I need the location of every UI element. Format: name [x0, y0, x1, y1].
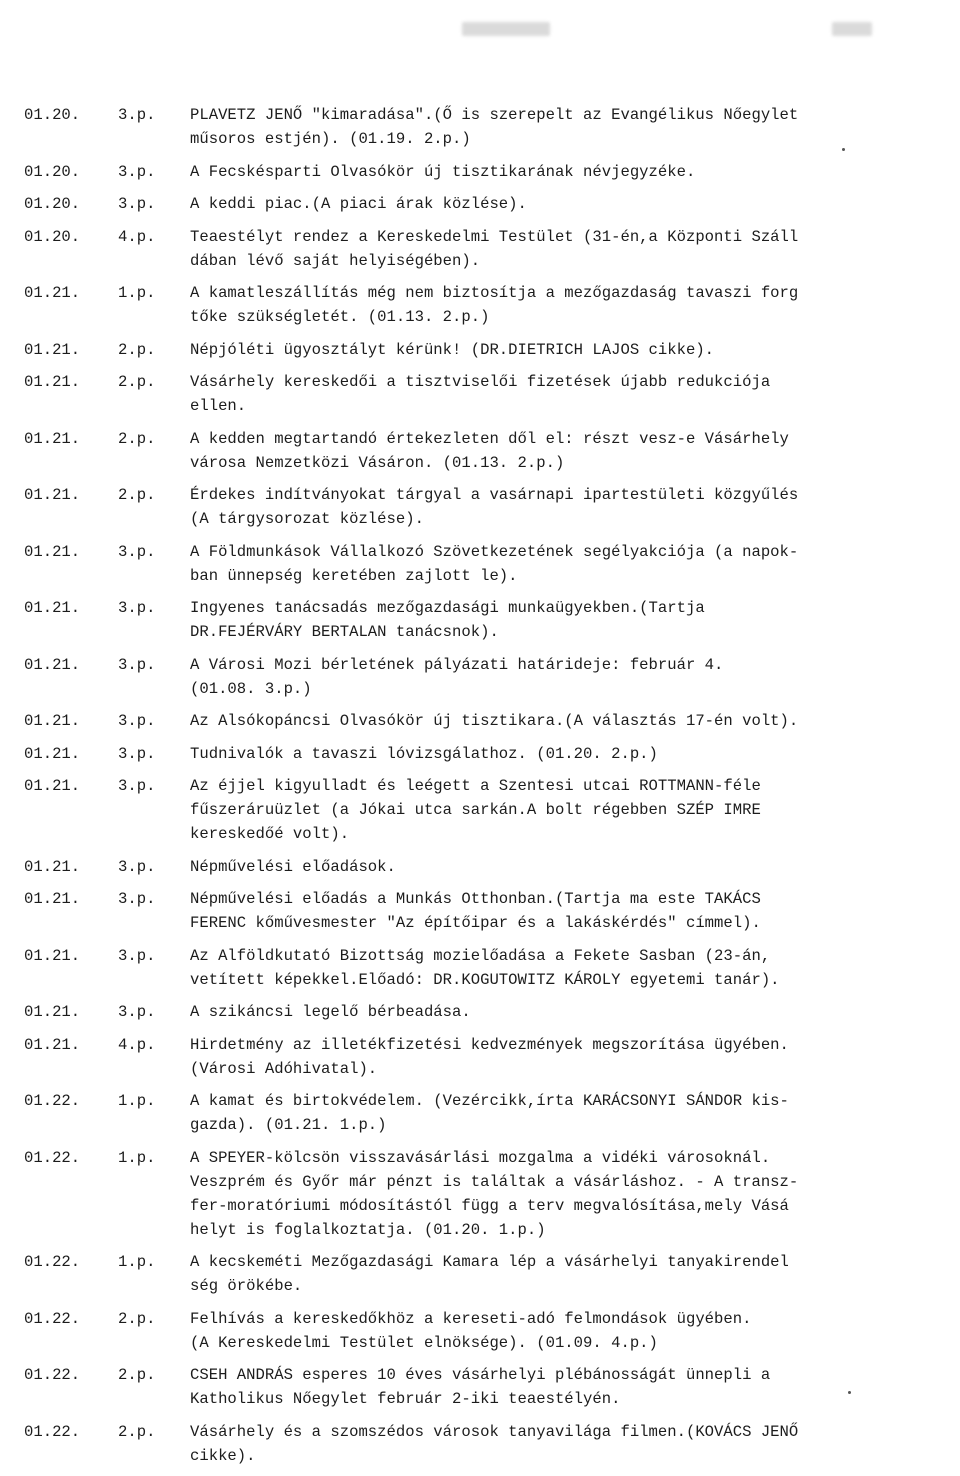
- entry-text-line: fer-moratóriumi módosítástól függ a terv megvalósítása,mely Vásá: [190, 1196, 789, 1215]
- entry-date: 01.21.: [24, 655, 81, 674]
- entry-text-line: helyt is foglalkoztatja. (01.20. 1.p.): [190, 1220, 546, 1239]
- entry-page: 2.p.: [118, 486, 156, 504]
- entry-text-line: tőke szükségletét. (01.13. 2.p.): [190, 308, 490, 326]
- index-entry: [0, 1089, 960, 1137]
- entry-page: 2.p.: [118, 340, 156, 359]
- entry-text: [190, 944, 960, 992]
- entry-text-line: városa Nemzetközi Vásáron. (01.13. 2.p.): [190, 453, 565, 472]
- entry-text-line: PLAVETZ JENŐ "kimaradása".(Ő is szerepelt az Evangélikus Nőegylet: [190, 106, 799, 124]
- entry-page: 3.p.: [118, 162, 156, 181]
- entry-page: 2.p.: [118, 1309, 156, 1328]
- entry-page: 3.p.: [118, 890, 156, 908]
- entry-page: 3.p.: [118, 599, 156, 617]
- entry-text-line: (Városi Adóhivatal).: [190, 1059, 378, 1078]
- entry-text-line: FERENC kőművesmester "Az építőipar és a lakáskérdés" címmel).: [190, 914, 761, 932]
- entry-date: 01.21.: [24, 946, 81, 965]
- entry-date: 01.21.: [24, 542, 81, 561]
- index-entry: [0, 887, 960, 935]
- entry-text-line: Az éjjel kigyulladt és leégett a Szentesi utcai ROTTMANN-féle: [190, 777, 761, 795]
- entry-text-line: dában lévő saját helyiségében).: [190, 251, 481, 270]
- faded-header-mark-left: [462, 22, 550, 36]
- entry-text: [190, 709, 960, 733]
- ink-speck: [848, 1391, 851, 1394]
- entry-text-line: A kamatleszállítás még nem biztosítja a mezőgazdaság tavaszi forg: [190, 284, 799, 302]
- entry-text-line: A Földmunkások Vállalkozó Szövetkezetének segélyakciója (a napok-: [190, 542, 799, 561]
- index-entry: [0, 944, 960, 992]
- entry-text: [190, 540, 960, 588]
- entry-text-line: Katholikus Nőegylet február 2-iki teaestélyén.: [190, 1390, 621, 1408]
- entry-text-line: Vásárhely és a szomszédos városok tanyavilága filmen.(KOVÁCS JENŐ: [190, 1422, 799, 1441]
- entry-text: [190, 742, 960, 766]
- entry-page: 3.p.: [118, 542, 156, 561]
- entry-page: 3.p.: [118, 777, 156, 795]
- index-entry: [0, 370, 960, 418]
- entry-text-line: ség örökébe.: [190, 1277, 303, 1295]
- entry-text-line: (A tárgysorozat közlése).: [190, 510, 424, 528]
- entry-text: [190, 1420, 960, 1468]
- entry-page: 3.p.: [118, 655, 156, 674]
- entry-text-line: Népművelési előadások.: [190, 857, 396, 876]
- index-entry: [0, 1146, 960, 1242]
- entry-date: 01.21.: [24, 712, 81, 730]
- index-entry: [0, 1033, 960, 1081]
- index-entry: [0, 1307, 960, 1355]
- entry-page: 1.p.: [118, 1148, 156, 1167]
- entry-date: 01.21.: [24, 744, 81, 763]
- entry-date: 01.20.: [24, 227, 81, 246]
- faded-header-mark-right: [832, 22, 872, 36]
- index-entry: [0, 1250, 960, 1298]
- entry-text: [190, 483, 960, 531]
- index-entry: [0, 855, 960, 879]
- index-entry: [0, 103, 960, 151]
- entry-date: 01.22.: [24, 1253, 81, 1271]
- entry-text-line: Hirdetmény az illetékfizetési kedvezmények megszorítása ügyében.: [190, 1035, 789, 1054]
- entry-text-line: (01.08. 3.p.): [190, 679, 312, 698]
- entry-text: [190, 774, 960, 846]
- entry-text-line: kereskedőé volt).: [190, 825, 350, 843]
- entry-text: [190, 338, 960, 362]
- entry-date: 01.21.: [24, 857, 81, 876]
- entry-date: 01.21.: [24, 429, 81, 448]
- entry-text: [190, 1307, 960, 1355]
- index-entry: [0, 483, 960, 531]
- index-entry: [0, 427, 960, 475]
- index-entry: [0, 742, 960, 766]
- entry-date: 01.20.: [24, 162, 81, 181]
- entry-text-line: DR.FEJÉRVÁRY BERTALAN tanácsnok).: [190, 623, 499, 641]
- entry-page: 3.p.: [118, 1003, 156, 1021]
- entry-text-line: Az Alsókopáncsi Olvasókör új tisztikara.(A választás 17-én volt).: [190, 712, 799, 730]
- entry-text-line: A Fecskésparti Olvasókör új tisztikarának névjegyzéke.: [190, 162, 696, 181]
- entry-text-line: Felhívás a kereskedőkhöz a kereseti-adó felmondások ügyében.: [190, 1309, 752, 1328]
- entry-text: [190, 427, 960, 475]
- entry-text-line: A szikáncsi legelő bérbeadása.: [190, 1003, 471, 1021]
- index-entry-list: [0, 103, 960, 1476]
- entry-text: [190, 1250, 960, 1298]
- entry-text-line: Vásárhely kereskedői a tisztviselői fizetések újabb redukciója: [190, 373, 771, 391]
- entry-page: 2.p.: [118, 373, 156, 391]
- index-entry: [0, 281, 960, 329]
- entry-date: 01.21.: [24, 890, 81, 908]
- entry-date: 01.22.: [24, 1309, 81, 1328]
- entry-page: 3.p.: [118, 106, 156, 124]
- entry-text-line: vetített képekkel.Előadó: DR.KOGUTOWITZ KÁROLY egyetemi tanár).: [190, 970, 780, 989]
- entry-text-line: ellen.: [190, 397, 247, 415]
- index-entry: [0, 653, 960, 701]
- entry-text-line: Népművelési előadás a Munkás Otthonban.(Tartja ma este TAKÁCS: [190, 890, 761, 908]
- entry-page: 1.p.: [118, 284, 156, 302]
- entry-text: [190, 281, 960, 329]
- entry-text-line: A keddi piac.(A piaci árak közlése).: [190, 195, 527, 213]
- entry-text: [190, 1089, 960, 1137]
- entry-text-line: Az Alföldkutató Bizottság mozielőadása a Fekete Sasban (23-án,: [190, 946, 771, 965]
- entry-text-line: Népjóléti ügyosztályt kérünk! (DR.DIETRICH LAJOS cikke).: [190, 340, 715, 359]
- index-entry: [0, 338, 960, 362]
- entry-page: 1.p.: [118, 1092, 156, 1110]
- entry-text: [190, 225, 960, 273]
- entry-text: [190, 1363, 960, 1411]
- entry-text: [190, 103, 960, 151]
- entry-text-line: (A Kereskedelmi Testület elnöksége). (01.09. 4.p.): [190, 1333, 658, 1352]
- entry-text: [190, 1146, 960, 1242]
- entry-text-line: Ingyenes tanácsadás mezőgazdasági munkaügyekben.(Tartja: [190, 599, 705, 617]
- entry-date: 01.21.: [24, 340, 81, 359]
- entry-text: [190, 370, 960, 418]
- index-entry: [0, 225, 960, 273]
- entry-page: 3.p.: [118, 857, 156, 876]
- entry-text-line: A kecskeméti Mezőgazdasági Kamara lép a vásárhelyi tanyakirendel: [190, 1253, 789, 1271]
- index-entry: [0, 774, 960, 846]
- index-entry: [0, 596, 960, 644]
- entry-page: 4.p.: [118, 1035, 156, 1054]
- entry-page: 3.p.: [118, 195, 156, 213]
- entry-text: [190, 1033, 960, 1081]
- entry-date: 01.22.: [24, 1092, 81, 1110]
- entry-text: [190, 192, 960, 216]
- entry-page: 1.p.: [118, 1253, 156, 1271]
- entry-date: 01.21.: [24, 1003, 81, 1021]
- entry-page: 2.p.: [118, 1366, 156, 1384]
- entry-page: 3.p.: [118, 744, 156, 763]
- entry-text-line: CSEH ANDRÁS esperes 10 éves vásárhelyi plébánosságát ünnepli a: [190, 1366, 771, 1384]
- entry-text: [190, 1000, 960, 1024]
- entry-text: [190, 653, 960, 701]
- entry-text-line: műsoros estjén). (01.19. 2.p.): [190, 130, 471, 148]
- entry-text-line: A kedden megtartandó értekezleten dől el: részt vesz-e Vásárhely: [190, 429, 789, 448]
- entry-text: [190, 855, 960, 879]
- entry-page: 4.p.: [118, 227, 156, 246]
- entry-text-line: Veszprém és Győr már pénzt is találtak a vásárláshoz. - A transz-: [190, 1172, 799, 1191]
- index-entry: [0, 540, 960, 588]
- index-entry: [0, 1000, 960, 1024]
- entry-date: 01.21.: [24, 373, 81, 391]
- entry-text-line: Teaestélyt rendez a Kereskedelmi Testület (31-én,a Központi Száll: [190, 227, 799, 246]
- entry-page: 3.p.: [118, 712, 156, 730]
- entry-text: [190, 596, 960, 644]
- entry-date: 01.21.: [24, 777, 81, 795]
- entry-text-line: fűszeráruüzlet (a Jókai utca sarkán.A bolt régebben SZÉP IMRE: [190, 801, 761, 819]
- index-entry: [0, 1363, 960, 1411]
- entry-date: 01.21.: [24, 599, 81, 617]
- entry-text-line: A kamat és birtokvédelem. (Vezércikk,írta KARÁCSONYI SÁNDOR kis-: [190, 1092, 789, 1110]
- entry-text-line: ban ünnepség keretében zajlott le).: [190, 566, 518, 585]
- ink-speck: [842, 148, 845, 151]
- entry-date: 01.22.: [24, 1148, 81, 1167]
- entry-date: 01.20.: [24, 106, 81, 124]
- entry-text-line: Tudnivalók a tavaszi lóvizsgálathoz. (01.20. 2.p.): [190, 744, 658, 763]
- entry-text-line: cikke).: [190, 1446, 256, 1465]
- index-entry: [0, 192, 960, 216]
- entry-text-line: gazda). (01.21. 1.p.): [190, 1116, 387, 1134]
- entry-text-line: A Városi Mozi bérletének pályázati határideje: február 4.: [190, 655, 724, 674]
- entry-text: [190, 160, 960, 184]
- entry-page: 2.p.: [118, 429, 156, 448]
- entry-page: 2.p.: [118, 1422, 156, 1441]
- index-entry: [0, 709, 960, 733]
- entry-text-line: Érdekes indítványokat tárgyal a vasárnapi ipartestületi közgyűlés: [190, 486, 799, 504]
- entry-date: 01.20.: [24, 195, 81, 213]
- entry-date: 01.22.: [24, 1422, 81, 1441]
- index-entry: [0, 1420, 960, 1468]
- entry-page: 3.p.: [118, 946, 156, 965]
- entry-text-line: A SPEYER-kölcsön visszavásárlási mozgalma a vidéki városoknál.: [190, 1148, 771, 1167]
- entry-date: 01.21.: [24, 284, 81, 302]
- entry-text: [190, 887, 960, 935]
- entry-date: 01.21.: [24, 486, 81, 504]
- index-entry: [0, 160, 960, 184]
- entry-date: 01.22.: [24, 1366, 81, 1384]
- entry-date: 01.21.: [24, 1035, 81, 1054]
